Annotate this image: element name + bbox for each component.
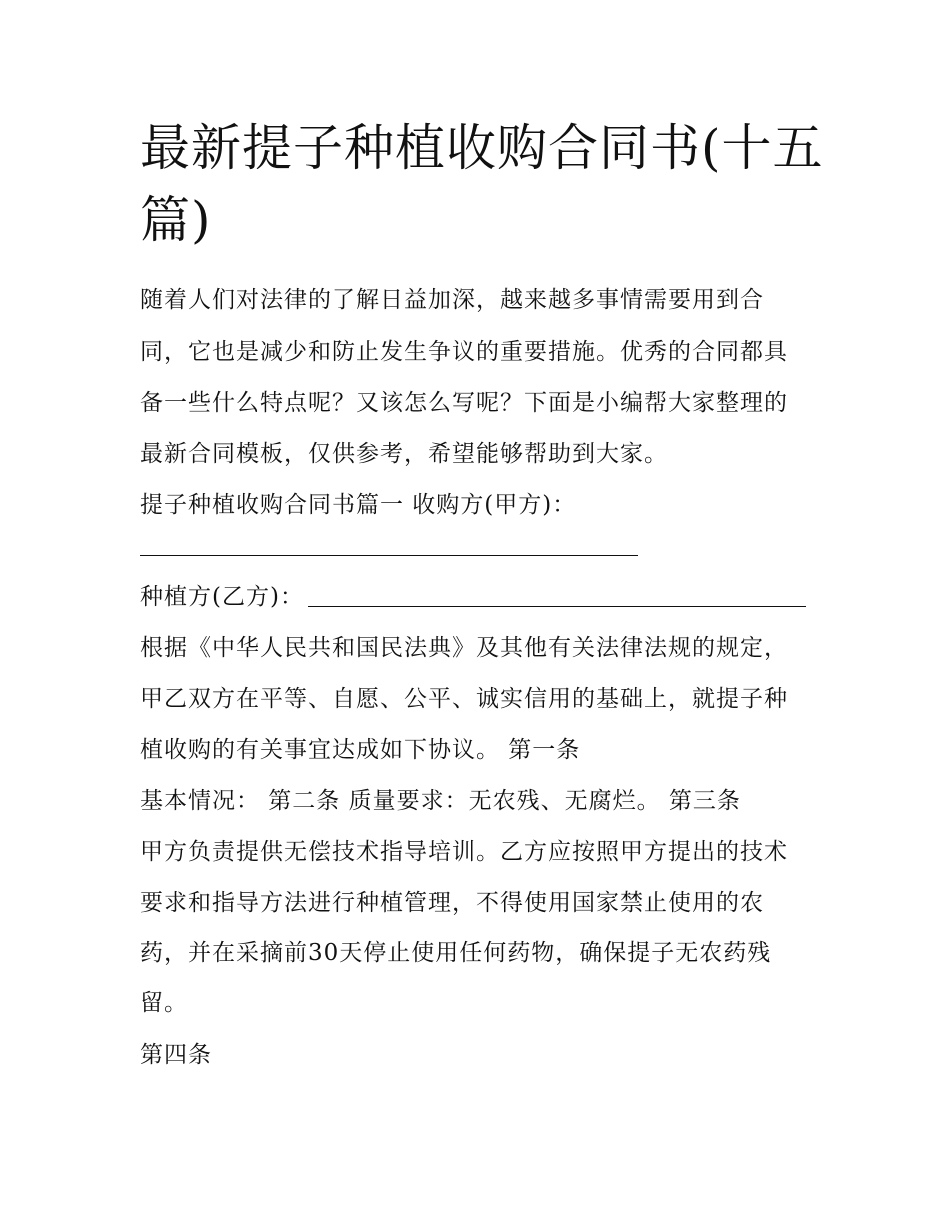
paragraph-line: 备一些什么特点呢？又该怎么写呢？下面是小编帮大家整理的: [140, 390, 788, 416]
paragraph-line: 最新合同模板，仅供参考，希望能够帮助到大家。: [140, 441, 668, 467]
paragraph-line: 第四条: [140, 1042, 212, 1068]
paragraph-line: 甲乙双方在平等、自愿、公平、诚实信用的基础上，就提子种: [140, 686, 788, 712]
paragraph-line: 植收购的有关事宜达成如下协议。 第一条: [140, 737, 581, 763]
paragraph-line: 随着人们对法律的了解日益加深，越来越多事情需要用到合: [140, 287, 764, 313]
paragraph-line: 根据《中华人民共和国民法典》及其他有关法律法规的规定，: [140, 635, 788, 661]
document-title: 最新提子种植收购合同书(十五篇): [140, 119, 824, 249]
paragraph-line: 提子种植收购合同书篇一 收购方(甲方)：: [140, 492, 577, 518]
fill-in-blank-line: [140, 555, 638, 556]
paragraph-line: 种植方(乙方)：: [140, 584, 304, 610]
paragraph-line: 甲方负责提供无偿技术指导培训。乙方应按照甲方提出的技术: [140, 839, 788, 865]
paragraph-line: 要求和指导方法进行种植管理，不得使用国家禁止使用的农: [140, 890, 764, 916]
paragraph-line: 基本情况： 第二条 质量要求：无农残、无腐烂。 第三条: [140, 788, 741, 814]
paragraph-line: 留。: [140, 990, 188, 1016]
fill-in-blank-line: [308, 606, 806, 607]
paragraph-line: 药，并在采摘前30天停止使用任何药物，确保提子无农药残: [140, 940, 772, 966]
paragraph-line: 同，它也是减少和防止发生争议的重要措施。优秀的合同都具: [140, 339, 788, 365]
